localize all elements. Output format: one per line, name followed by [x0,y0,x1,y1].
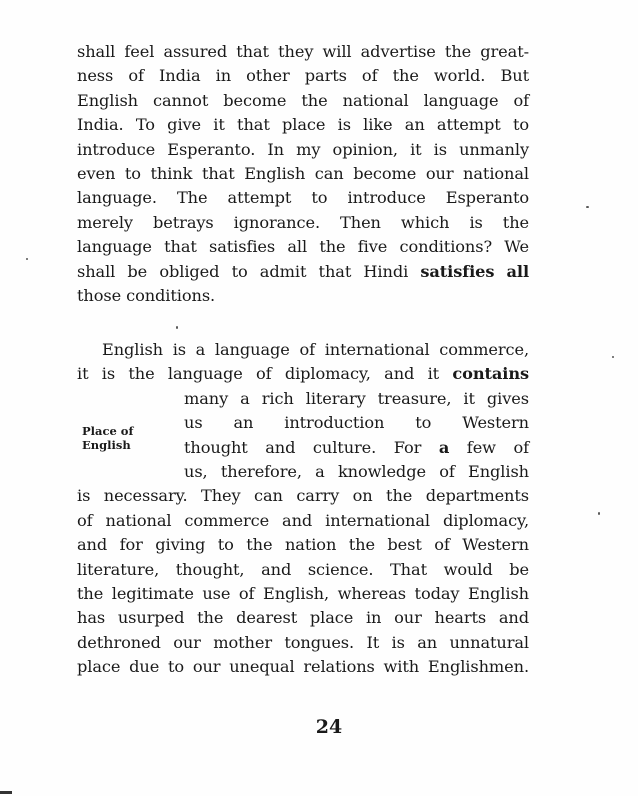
text-line: many a rich literary treasure, it gives [184,388,529,408]
text-span: it is the language of diplomacy, and it [77,364,440,384]
page-number: 24 [315,716,343,738]
scan-speck [586,206,589,208]
text-line: is necessary. They can carry on the departments [77,486,529,506]
text-line: of national commerce and international diplomacy, [77,510,529,530]
text-line: merely betrays ignorance. Then which is the [77,212,529,232]
text-line: English is a language of international commerce, [102,340,529,359]
text-line-mixed [184,436,529,460]
text-line: those conditions. [77,285,216,305]
scan-speck [176,326,178,329]
text-line: language that satisfies all the five conditions? We [77,237,529,257]
text-line: dethroned our mother tongues. It is an unnatural [77,632,529,652]
bold-word: all [506,261,530,281]
text-line: India. To give it that place is like an attempt to [77,115,529,135]
marginal-note [82,424,133,452]
paragraph-2 [77,338,529,679]
marginal-note-line: Place of [82,424,134,438]
text-line: us, therefore, a knowledge of English [184,461,529,481]
marginal-note-line: English [82,438,131,452]
text-line-mixed [77,260,529,284]
text-line: English cannot become the national language of [77,90,529,110]
scan-speck [612,356,614,358]
text-line: introduce Esperanto. In my opinion, it is unmanly [77,139,529,159]
text-line: place due to our unequal relations with Englishmen. [77,657,529,677]
text-line: even to think that English can become our national [77,163,529,183]
text-line: has usurped the dearest place in our hearts and [77,608,529,628]
text-line: us an introduction to Western [184,413,529,433]
scan-corner-mark [0,791,12,794]
text-line-mixed [77,362,529,386]
scan-speck [26,258,28,260]
text-line: the legitimate use of English, whereas today English [77,583,529,603]
bold-word: a [438,437,450,457]
text-span: shall be obliged to admit that Hindi [77,261,409,281]
scan-speck [598,512,600,515]
text-span: few of [466,437,530,457]
text-line: ness of India in other parts of the world. But [77,66,529,86]
text-line: and for giving to the nation the best of Western [77,535,529,555]
text-line: shall feel assured that they will advertise the great- [77,42,529,61]
paragraph-1 [77,40,529,308]
text-line: literature, thought, and science. That would be [77,559,529,579]
bold-word: satisfies [420,261,495,281]
text-span: thought and culture. For [184,437,422,457]
text-line: language. The attempt to introduce Esperanto [77,188,529,208]
bold-word: contains [452,364,529,384]
